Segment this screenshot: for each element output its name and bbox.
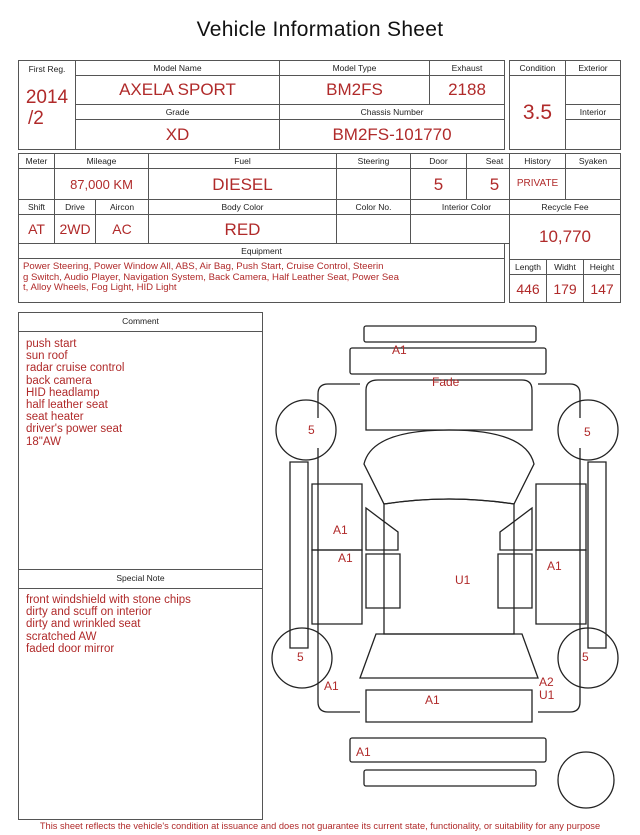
model-type-cell (279, 75, 430, 105)
shift-cell (18, 214, 55, 244)
fuel-header (148, 153, 337, 169)
grade-header (75, 104, 280, 120)
recycle-cell (509, 214, 621, 260)
model-name-header (75, 60, 280, 76)
mileage-cell (54, 168, 149, 200)
meter-cell (18, 168, 55, 200)
left-front-fender (318, 384, 360, 418)
length-label: Length (515, 262, 541, 272)
right-side-sill (588, 462, 606, 648)
width-value: 179 (553, 281, 577, 297)
condition-label: Condition (519, 63, 556, 73)
comment-label: Comment (122, 316, 159, 326)
grade-label: Grade (165, 107, 190, 117)
right-front-fender (538, 384, 580, 418)
mark-tire-front-right: 5 (584, 425, 591, 439)
car-damage-diagram (268, 318, 630, 818)
mark-front-bumper: A1 (392, 343, 407, 357)
interior-color-header (410, 199, 523, 215)
height-value: 147 (590, 281, 614, 297)
width-label: Widht (554, 262, 576, 272)
comment-item: half leather seat (26, 399, 108, 412)
body-color-cell (148, 214, 337, 244)
special-note-item: faded door mirror (26, 642, 115, 655)
right-rear-window-shape (498, 554, 532, 608)
recycle-value: 10,770 (539, 227, 591, 246)
aircon-value: AC (112, 221, 132, 237)
left-side-sill (290, 462, 308, 648)
left-rear-window-shape (366, 554, 400, 608)
mark-tire-rear-right: 5 (582, 650, 589, 664)
mileage-value: 87,000 KM (70, 177, 133, 192)
door-label: Door (429, 156, 448, 166)
mark-right-rear-door: A1 (547, 559, 562, 573)
color-no-label: Color No. (355, 202, 392, 212)
first-reg-year: 2014 (25, 87, 69, 108)
left-front-door-shape (312, 484, 362, 550)
mark-roof: U1 (455, 573, 471, 587)
exhaust-cell (429, 75, 505, 105)
tire-front-left-shape (276, 400, 336, 460)
right-front-door-shape (536, 484, 586, 550)
page-title: Vehicle Information Sheet (196, 18, 444, 41)
syaken-cell (565, 168, 621, 200)
width-header (546, 259, 584, 275)
length-cell (509, 274, 547, 303)
length-value: 446 (516, 281, 540, 297)
fuel-value: DIESEL (212, 175, 273, 194)
drive-cell (54, 214, 96, 244)
comment-item: driver's power seat (26, 423, 123, 436)
mark-left-rear-door: A1 (338, 551, 353, 565)
condition-header (509, 60, 566, 76)
color-no-cell (336, 214, 411, 244)
body-color-label: Body Color (221, 202, 264, 212)
exhaust-header (429, 60, 505, 76)
color-no-header (336, 199, 411, 215)
mark-right-rear-corner-1: A2 (539, 675, 554, 689)
front-bumper-shape (364, 326, 536, 342)
comment-item: HID headlamp (26, 386, 100, 399)
roof-shape (384, 499, 514, 634)
spec-block-top (18, 60, 505, 150)
interior-color-cell (410, 214, 523, 244)
trunk-shape (366, 690, 532, 722)
syaken-label: Syaken (578, 156, 608, 166)
right-front-window-shape (500, 508, 532, 550)
chassis-value: BM2FS-101770 (332, 125, 452, 144)
chassis-cell (279, 119, 505, 150)
history-header (509, 153, 566, 169)
front-grille-shape (350, 348, 546, 374)
mileage-header (54, 153, 149, 169)
mark-right-rear-corner-2: U1 (539, 688, 555, 702)
spec-block-middle (18, 153, 505, 303)
special-note-list (19, 589, 262, 660)
shift-label: Shift (27, 202, 45, 212)
model-type-value: BM2FS (326, 80, 383, 99)
exterior-label: Exterior (578, 63, 608, 73)
mark-left-front-door: A1 (333, 523, 348, 537)
interior-header (565, 104, 621, 120)
height-label: Height (589, 262, 615, 272)
model-name-label: Model Name (153, 63, 202, 73)
condition-cell (509, 75, 566, 150)
mark-tire-rear-left: 5 (297, 650, 304, 664)
length-header (509, 259, 547, 275)
height-cell (583, 274, 621, 303)
disclaimer-footer: This sheet reflects the vehicle's condition at issuance and does not guarantee its current state, functionality, or suitability for any purpose (39, 821, 601, 831)
shift-value: AT (28, 221, 45, 237)
interior-color-label: Interior Color (441, 202, 492, 212)
comment-item: sun roof (26, 350, 68, 363)
meter-label: Meter (25, 156, 48, 166)
comment-item: back camera (26, 374, 92, 387)
equipment-line: Power Steering, Power Window All, ABS, Air Bag, Push Start, Cruise Control, Steerin (23, 261, 384, 272)
interior-cell (565, 119, 621, 150)
spare-tire-shape (558, 752, 614, 808)
rear-window-shape (360, 634, 538, 678)
special-note-item: dirty and scuff on interior (26, 606, 152, 619)
seat-value: 5 (489, 175, 500, 194)
drive-value: 2WD (59, 221, 91, 237)
mark-hood: Fade (432, 375, 460, 389)
steering-header (336, 153, 411, 169)
shift-header (18, 199, 55, 215)
model-name-value: AXELA SPORT (119, 80, 236, 99)
door-cell (410, 168, 467, 200)
special-note-item: dirty and wrinkled seat (26, 618, 141, 631)
steering-label: Steering (357, 156, 390, 166)
height-header (583, 259, 621, 275)
condition-block (509, 60, 621, 150)
special-note-item: front windshield with stone chips (26, 594, 191, 606)
special-note-item: scratched AW (26, 630, 97, 643)
history-block (509, 153, 621, 303)
recycle-header (509, 199, 621, 215)
exhaust-value: 2188 (448, 80, 486, 99)
door-value: 5 (433, 175, 444, 194)
recycle-label: Recycle Fee (541, 202, 589, 212)
mark-trunk: A1 (425, 693, 440, 707)
comment-item: push start (26, 338, 77, 350)
exhaust-label: Exhaust (451, 63, 483, 73)
width-cell (546, 274, 584, 303)
equipment-line: t, Alloy Wheels, Fog Light, HID Light (23, 282, 177, 294)
mileage-label: Mileage (86, 156, 117, 166)
model-type-header (279, 60, 430, 76)
fuel-cell (148, 168, 337, 200)
rear-bumper-shape (350, 738, 546, 762)
grade-cell (75, 119, 280, 150)
rear-lower-bumper-shape (364, 770, 536, 786)
equipment-line: g Switch, Audio Player, Navigation System, Back Camera, Half Leather Seat, Power Sea (23, 271, 399, 283)
first-reg-month: /2 (28, 108, 44, 129)
special-note-header (19, 573, 262, 589)
body-color-header (148, 199, 337, 215)
meter-header (18, 153, 55, 169)
steering-cell (336, 168, 411, 200)
mark-tire-front-left: 5 (308, 423, 315, 437)
comment-header (19, 316, 262, 332)
aircon-label: Aircon (109, 202, 135, 212)
comment-item: seat heater (26, 411, 84, 424)
chassis-header (279, 104, 505, 120)
history-value: PRIVATE (516, 178, 559, 189)
equipment-cell (18, 258, 505, 303)
left-rear-door-shape (312, 550, 362, 624)
comment-panel (18, 312, 263, 820)
aircon-header (95, 199, 149, 215)
door-header (410, 153, 467, 169)
mark-left-rear-corner: A1 (324, 679, 339, 693)
equipment-label: Equipment (241, 246, 282, 256)
exterior-header (565, 60, 621, 76)
first-reg-label: First Reg. (28, 64, 66, 74)
comment-item: radar cruise control (26, 362, 125, 375)
mark-rear-bumper: A1 (356, 745, 371, 759)
comment-list (19, 332, 262, 570)
model-name-cell (75, 75, 280, 105)
special-note-label: Special Note (116, 573, 165, 583)
interior-label: Interior (579, 107, 607, 117)
equipment-header (18, 243, 505, 259)
aircon-cell (95, 214, 149, 244)
comment-item: 18"AW (26, 435, 61, 448)
left-front-window-shape (366, 508, 398, 550)
history-label: History (524, 156, 551, 166)
grade-value: XD (165, 125, 190, 144)
model-type-label: Model Type (332, 63, 377, 73)
syaken-header (565, 153, 621, 169)
first-reg-cell (18, 60, 76, 150)
chassis-label: Chassis Number (360, 107, 424, 117)
seat-label: Seat (485, 156, 504, 166)
windshield-shape (364, 430, 534, 504)
condition-value: 3.5 (522, 101, 553, 124)
fuel-label: Fuel (234, 156, 251, 166)
body-color-value: RED (224, 220, 261, 239)
history-cell (509, 168, 566, 200)
drive-label: Drive (65, 202, 85, 212)
exterior-cell (565, 75, 621, 105)
drive-header (54, 199, 96, 215)
